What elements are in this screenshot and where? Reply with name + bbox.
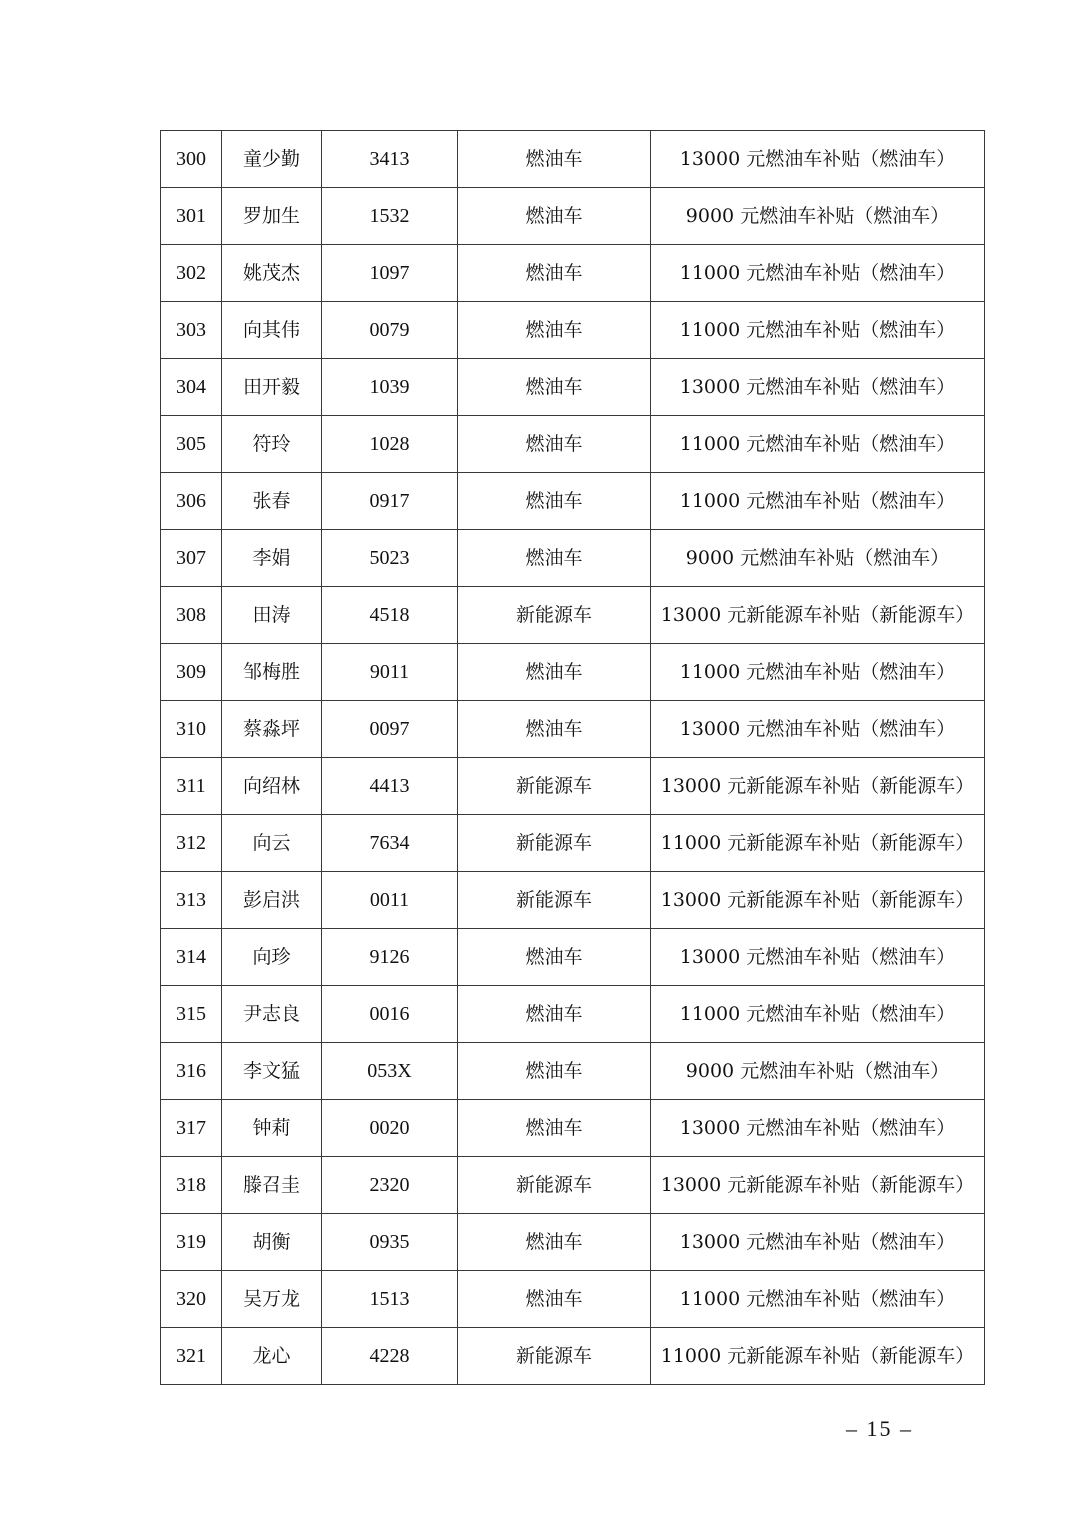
table-row — [161, 815, 985, 872]
vehicle-type-cell: 燃油车 — [458, 188, 651, 245]
row-number-cell: 310 — [161, 701, 222, 758]
table-row — [161, 131, 985, 188]
name-cell: 钟莉 — [222, 1100, 322, 1157]
subsidy-cell: 13000 元燃油车补贴（燃油车） — [651, 1214, 985, 1271]
vehicle-type-cell: 新能源车 — [458, 872, 651, 929]
id-suffix-cell: 053X — [322, 1043, 458, 1100]
row-number-cell: 314 — [161, 929, 222, 986]
row-number-cell: 309 — [161, 644, 222, 701]
name-cell: 罗加生 — [222, 188, 322, 245]
name-cell: 张春 — [222, 473, 322, 530]
page-number: – 15 – — [846, 1416, 913, 1441]
table-row — [161, 1043, 985, 1100]
row-number-cell: 300 — [161, 131, 222, 188]
vehicle-type-cell: 新能源车 — [458, 758, 651, 815]
table-row — [161, 530, 985, 587]
subsidy-cell: 11000 元燃油车补贴（燃油车） — [651, 644, 985, 701]
vehicle-type-cell: 燃油车 — [458, 701, 651, 758]
name-cell: 彭启洪 — [222, 872, 322, 929]
id-suffix-cell: 2320 — [322, 1157, 458, 1214]
name-cell: 向珍 — [222, 929, 322, 986]
row-number-cell: 304 — [161, 359, 222, 416]
id-suffix-cell: 4413 — [322, 758, 458, 815]
subsidy-cell: 9000 元燃油车补贴（燃油车） — [651, 530, 985, 587]
table-row — [161, 986, 985, 1043]
table-row — [161, 758, 985, 815]
roster-body — [161, 131, 985, 1385]
id-suffix-cell: 4228 — [322, 1328, 458, 1385]
id-suffix-cell: 0079 — [322, 302, 458, 359]
id-suffix-cell: 5023 — [322, 530, 458, 587]
vehicle-type-cell: 燃油车 — [458, 986, 651, 1043]
subsidy-cell: 9000 元燃油车补贴（燃油车） — [651, 188, 985, 245]
subsidy-cell: 11000 元新能源车补贴（新能源车） — [651, 1328, 985, 1385]
id-suffix-cell: 0935 — [322, 1214, 458, 1271]
row-number-cell: 305 — [161, 416, 222, 473]
name-cell: 吴万龙 — [222, 1271, 322, 1328]
row-number-cell: 319 — [161, 1214, 222, 1271]
table-row — [161, 188, 985, 245]
subsidy-cell: 11000 元燃油车补贴（燃油车） — [651, 1271, 985, 1328]
vehicle-type-cell: 燃油车 — [458, 359, 651, 416]
row-number-cell: 311 — [161, 758, 222, 815]
name-cell: 蔡淼坪 — [222, 701, 322, 758]
table-row — [161, 929, 985, 986]
vehicle-type-cell: 新能源车 — [458, 815, 651, 872]
id-suffix-cell: 0011 — [322, 872, 458, 929]
id-suffix-cell: 0020 — [322, 1100, 458, 1157]
vehicle-type-cell: 燃油车 — [458, 929, 651, 986]
row-number-cell: 318 — [161, 1157, 222, 1214]
row-number-cell: 320 — [161, 1271, 222, 1328]
row-number-cell: 302 — [161, 245, 222, 302]
name-cell: 邹梅胜 — [222, 644, 322, 701]
subsidy-cell: 13000 元燃油车补贴（燃油车） — [651, 929, 985, 986]
row-number-cell: 317 — [161, 1100, 222, 1157]
name-cell: 田涛 — [222, 587, 322, 644]
table-row — [161, 245, 985, 302]
row-number-cell: 315 — [161, 986, 222, 1043]
subsidy-cell: 9000 元燃油车补贴（燃油车） — [651, 1043, 985, 1100]
subsidy-roster-table — [160, 130, 985, 1385]
table-row — [161, 473, 985, 530]
row-number-cell: 307 — [161, 530, 222, 587]
table-row — [161, 359, 985, 416]
row-number-cell: 306 — [161, 473, 222, 530]
name-cell: 尹志良 — [222, 986, 322, 1043]
name-cell: 符玲 — [222, 416, 322, 473]
row-number-cell: 303 — [161, 302, 222, 359]
row-number-cell: 316 — [161, 1043, 222, 1100]
name-cell: 姚茂杰 — [222, 245, 322, 302]
subsidy-cell: 13000 元新能源车补贴（新能源车） — [651, 758, 985, 815]
name-cell: 李娟 — [222, 530, 322, 587]
vehicle-type-cell: 燃油车 — [458, 644, 651, 701]
subsidy-cell: 11000 元燃油车补贴（燃油车） — [651, 245, 985, 302]
table-row — [161, 1214, 985, 1271]
name-cell: 童少勤 — [222, 131, 322, 188]
table-row — [161, 701, 985, 758]
id-suffix-cell: 1097 — [322, 245, 458, 302]
table-row — [161, 644, 985, 701]
id-suffix-cell: 9126 — [322, 929, 458, 986]
subsidy-cell: 13000 元新能源车补贴（新能源车） — [651, 872, 985, 929]
subsidy-cell: 13000 元燃油车补贴（燃油车） — [651, 131, 985, 188]
subsidy-cell: 11000 元燃油车补贴（燃油车） — [651, 416, 985, 473]
id-suffix-cell: 0917 — [322, 473, 458, 530]
vehicle-type-cell: 新能源车 — [458, 1157, 651, 1214]
vehicle-type-cell: 燃油车 — [458, 245, 651, 302]
table-row — [161, 302, 985, 359]
table-row — [161, 1157, 985, 1214]
id-suffix-cell: 0097 — [322, 701, 458, 758]
subsidy-cell: 13000 元新能源车补贴（新能源车） — [651, 587, 985, 644]
subsidy-cell: 11000 元燃油车补贴（燃油车） — [651, 986, 985, 1043]
id-suffix-cell: 0016 — [322, 986, 458, 1043]
name-cell: 向其伟 — [222, 302, 322, 359]
name-cell: 龙心 — [222, 1328, 322, 1385]
vehicle-type-cell: 燃油车 — [458, 302, 651, 359]
name-cell: 田开毅 — [222, 359, 322, 416]
id-suffix-cell: 4518 — [322, 587, 458, 644]
vehicle-type-cell: 新能源车 — [458, 587, 651, 644]
name-cell: 向云 — [222, 815, 322, 872]
subsidy-cell: 11000 元燃油车补贴（燃油车） — [651, 473, 985, 530]
vehicle-type-cell: 燃油车 — [458, 1271, 651, 1328]
name-cell: 胡衡 — [222, 1214, 322, 1271]
subsidy-cell: 13000 元燃油车补贴（燃油车） — [651, 359, 985, 416]
table-row — [161, 1271, 985, 1328]
subsidy-cell: 13000 元新能源车补贴（新能源车） — [651, 1157, 985, 1214]
row-number-cell: 301 — [161, 188, 222, 245]
table-row — [161, 1100, 985, 1157]
subsidy-cell: 11000 元燃油车补贴（燃油车） — [651, 302, 985, 359]
vehicle-type-cell: 燃油车 — [458, 473, 651, 530]
id-suffix-cell: 1513 — [322, 1271, 458, 1328]
row-number-cell: 312 — [161, 815, 222, 872]
id-suffix-cell: 1532 — [322, 188, 458, 245]
subsidy-cell: 13000 元燃油车补贴（燃油车） — [651, 1100, 985, 1157]
row-number-cell: 308 — [161, 587, 222, 644]
vehicle-type-cell: 燃油车 — [458, 530, 651, 587]
vehicle-type-cell: 燃油车 — [458, 131, 651, 188]
vehicle-type-cell: 燃油车 — [458, 416, 651, 473]
id-suffix-cell: 9011 — [322, 644, 458, 701]
id-suffix-cell: 7634 — [322, 815, 458, 872]
row-number-cell: 321 — [161, 1328, 222, 1385]
name-cell: 李文猛 — [222, 1043, 322, 1100]
name-cell: 滕召圭 — [222, 1157, 322, 1214]
id-suffix-cell: 1028 — [322, 416, 458, 473]
table-row — [161, 587, 985, 644]
row-number-cell: 313 — [161, 872, 222, 929]
vehicle-type-cell: 燃油车 — [458, 1214, 651, 1271]
vehicle-type-cell: 燃油车 — [458, 1043, 651, 1100]
subsidy-cell: 13000 元燃油车补贴（燃油车） — [651, 701, 985, 758]
id-suffix-cell: 1039 — [322, 359, 458, 416]
subsidy-cell: 11000 元新能源车补贴（新能源车） — [651, 815, 985, 872]
table-row — [161, 872, 985, 929]
vehicle-type-cell: 燃油车 — [458, 1100, 651, 1157]
table-row — [161, 416, 985, 473]
vehicle-type-cell: 新能源车 — [458, 1328, 651, 1385]
id-suffix-cell: 3413 — [322, 131, 458, 188]
name-cell: 向绍林 — [222, 758, 322, 815]
table-row — [161, 1328, 985, 1385]
